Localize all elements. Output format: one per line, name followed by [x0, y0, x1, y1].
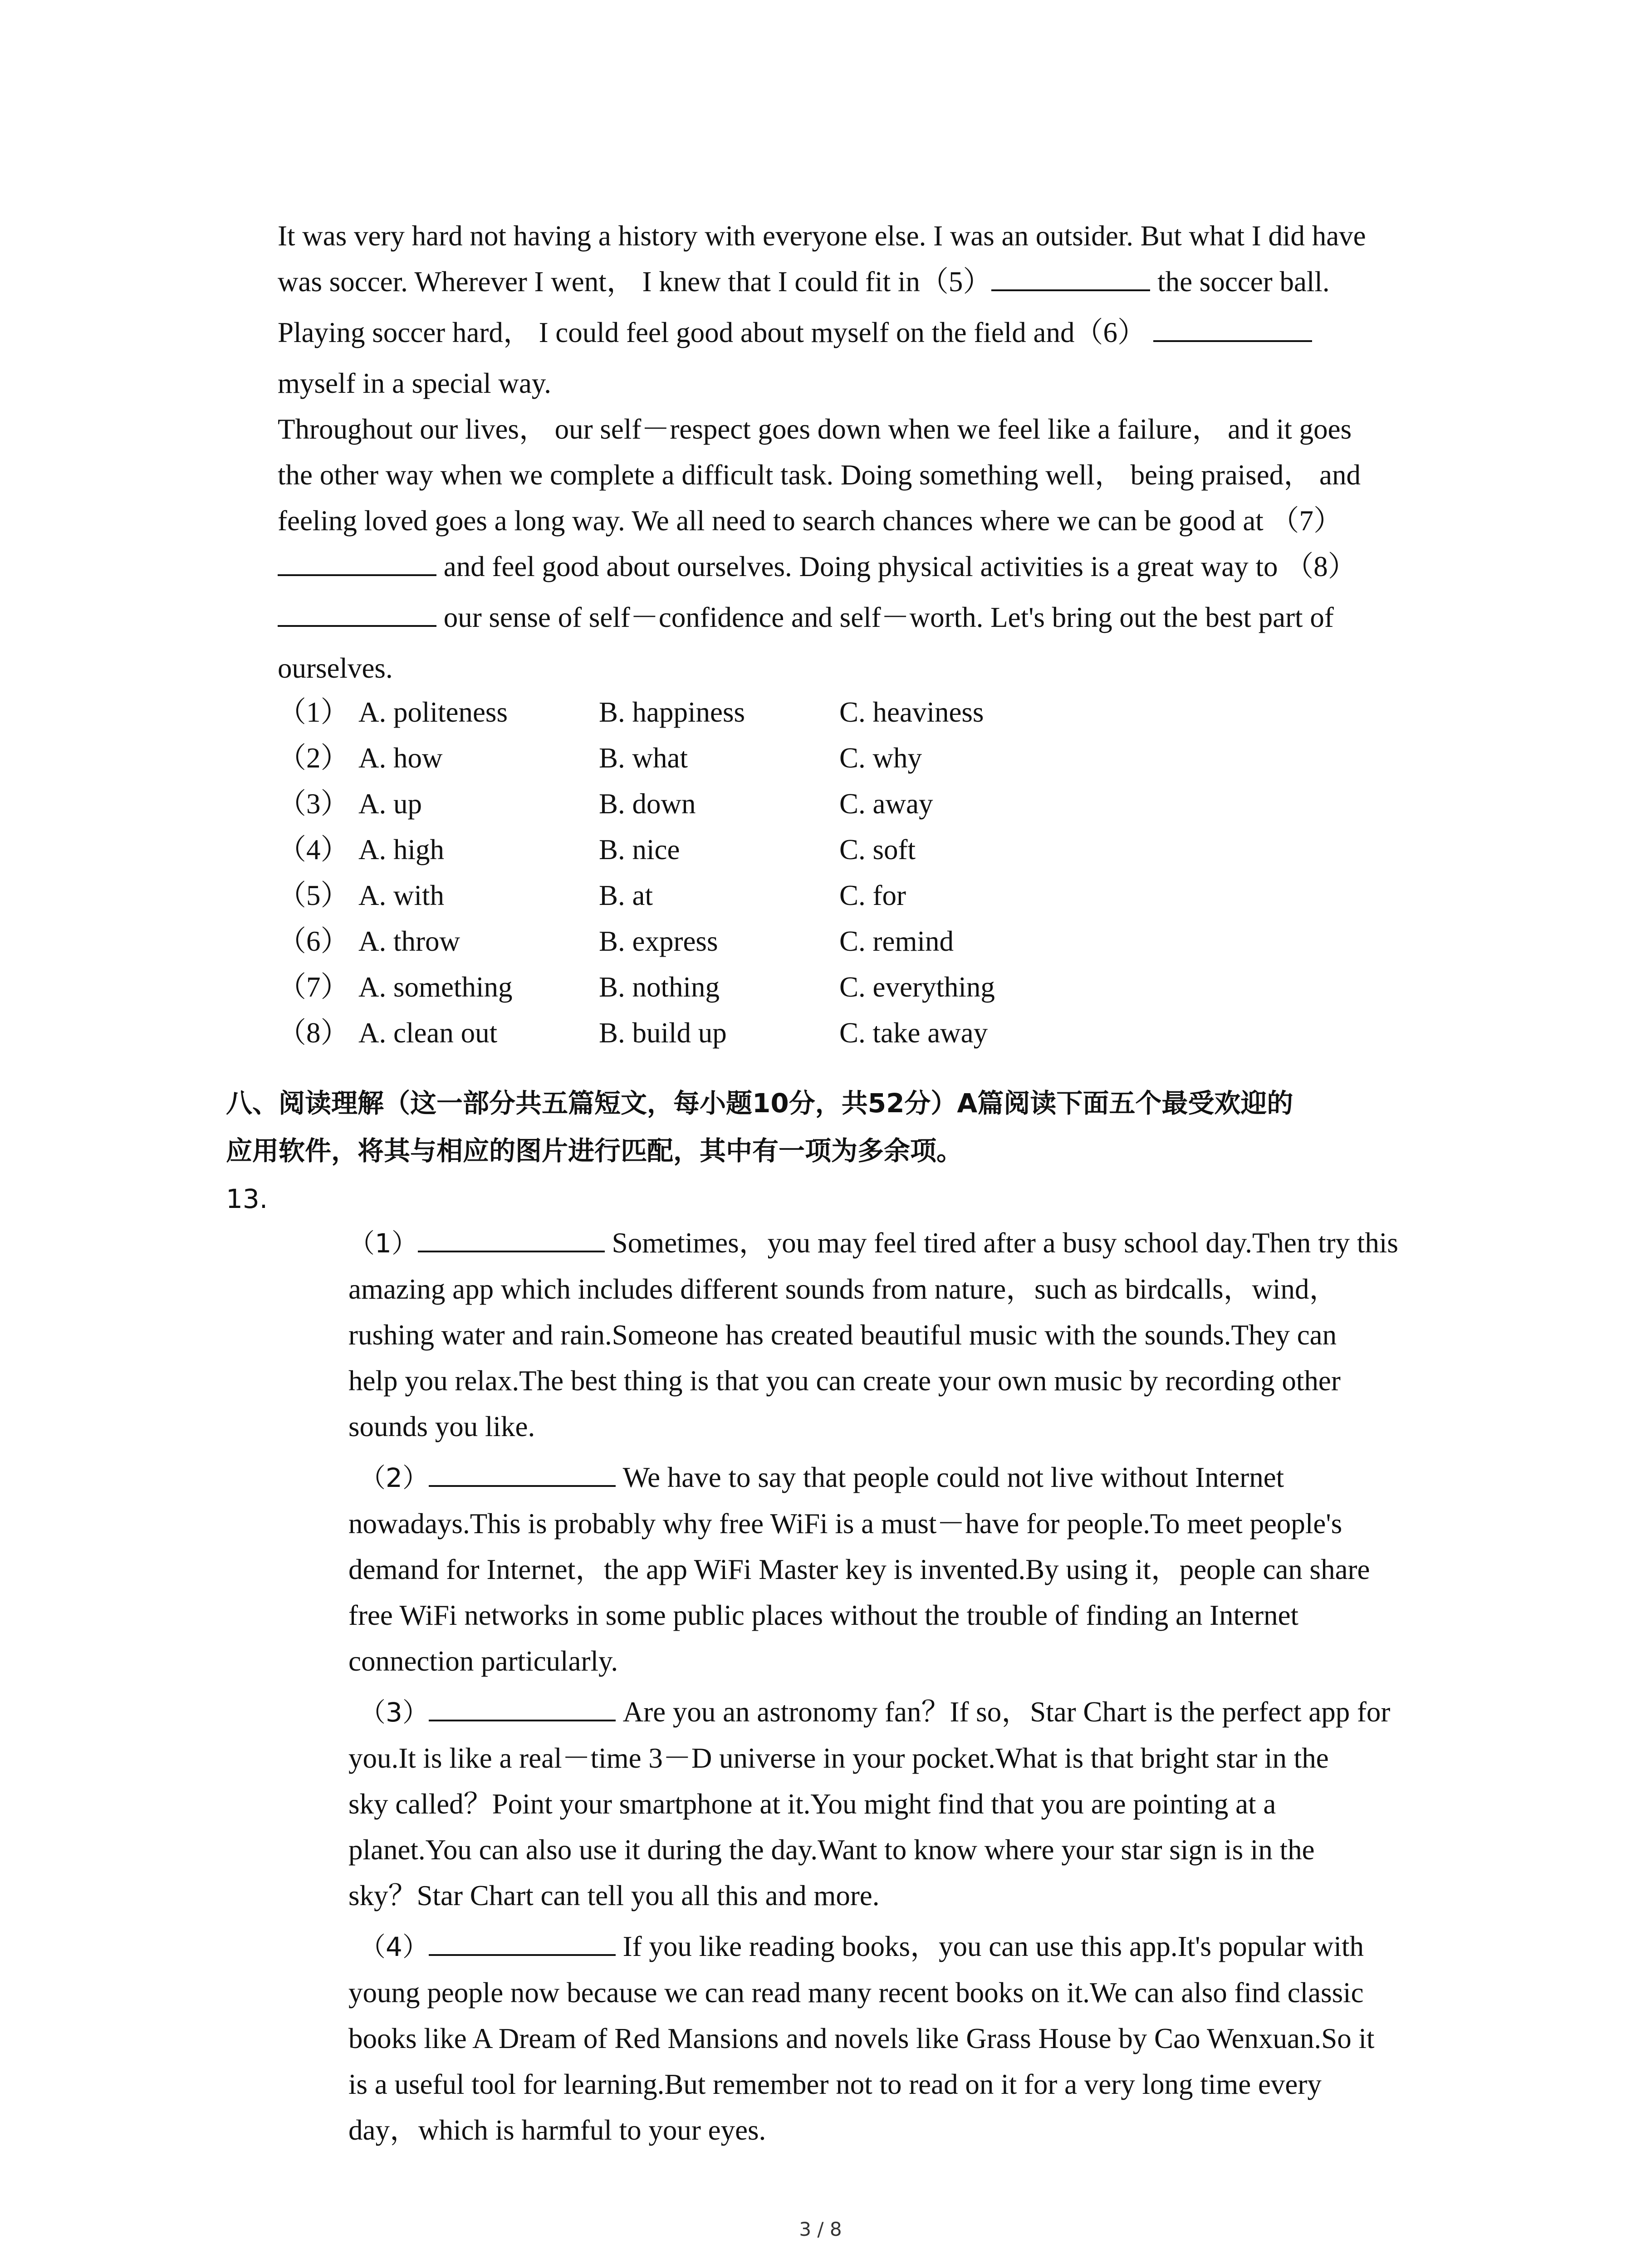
item-text-line: you.It is like a real－time 3－D universe in your pocket.What is that bright star in the: [348, 1742, 1329, 1774]
option-a[interactable]: A. how: [358, 742, 443, 774]
passage-line: Throughout our lives， our self－respect goes down when we feel like a failure， and it goes: [278, 413, 1352, 445]
section-heading-line: 八、阅读理解（这一部分共五篇短文，每小题10分，共52分）A篇阅读下面五个最受欢迎的: [226, 1088, 1293, 1119]
item-text-line: planet.You can also use it during the day.Want to know where your star sign is in the: [348, 1834, 1315, 1866]
match-blank-2[interactable]: [429, 1456, 616, 1487]
item-text-line: rushing water and rain.Someone has created beautiful music with the sounds.They can: [348, 1319, 1337, 1351]
item-text-line: day，which is harmful to your eyes.: [348, 2114, 766, 2146]
answer-blank-8[interactable]: [278, 596, 436, 627]
option-c[interactable]: C. why: [839, 742, 922, 774]
app-item-4: （4） If you like reading books，you can use this app.It's popular with young people now because we can read many recent books on it.We can also find classic books like A Dream of Red Mansions and novels like Grass House by Cao Wenxuan.So it is a useful tool for learning.But remember not to read on it for a very long time every day，which is harmful to your eyes.: [348, 1924, 1460, 2153]
option-b[interactable]: B. at: [599, 880, 653, 911]
passage-line: feeling loved goes a long way. We all need to search chances where we can be good at （7）: [278, 505, 1342, 537]
item-number: （1）: [348, 1228, 418, 1259]
item-text-line: connection particularly.: [348, 1645, 618, 1677]
item-text-line: demand for Internet，the app WiFi Master key is invented.By using it，people can share: [348, 1554, 1370, 1585]
option-b[interactable]: B. nothing: [599, 971, 720, 1003]
option-c[interactable]: C. remind: [839, 925, 954, 957]
option-c[interactable]: C. away: [839, 788, 933, 820]
option-a[interactable]: A. something: [358, 971, 513, 1003]
reading-passage: [278, 213, 1457, 691]
option-a[interactable]: A. throw: [358, 925, 460, 957]
passage-line: It was very hard not having a history with everyone else. I was an outsider. But what I did have: [278, 220, 1366, 252]
item-text-line: sounds you like.: [348, 1411, 535, 1442]
passage-line: myself in a special way.: [278, 367, 551, 399]
passage-line: and feel good about ourselves. Doing physical activities is a great way to （8）: [278, 544, 1457, 595]
section-heading-line: 应用软件，将其与相应的图片进行匹配，其中有一项为多余项。: [226, 1135, 963, 1166]
item-text-line: help you relax.The best thing is that you can create your own music by recording other: [348, 1365, 1341, 1397]
answer-blank-7[interactable]: [278, 545, 436, 576]
passage-line: the other way when we complete a difficult task. Doing something well， being praised， and: [278, 459, 1361, 491]
option-c[interactable]: C. take away: [839, 1017, 988, 1049]
option-c[interactable]: C. heaviness: [839, 696, 984, 728]
option-a[interactable]: A. clean out: [358, 1017, 498, 1049]
item-text-line: is a useful tool for learning.But remember not to read on it for a very long time every: [348, 2068, 1322, 2100]
passage-line: Playing soccer hard， I could feel good about myself on the field and（6）: [278, 310, 1457, 361]
answer-blank-6[interactable]: [1153, 311, 1312, 342]
passage-line: our sense of self－confidence and self－worth. Let's bring out the best part of: [278, 595, 1457, 645]
passage-line: ourselves.: [278, 652, 393, 684]
option-b[interactable]: B. nice: [599, 834, 680, 865]
match-blank-3[interactable]: [429, 1691, 616, 1721]
app-item-3: （3） Are you an astronomy fan？If so，Star Chart is the perfect app for you.It is like a real－time 3－D universe in your pocket.What is that bright star in the sky called？Point your smartphone at it.You might find that you are pointing at a planet.You can also use it during the day.Want to know where your star sign is in the sky？Star Chart can tell you all this and more.: [348, 1689, 1460, 1919]
item-number: （3）: [359, 1697, 429, 1728]
option-c[interactable]: C. everything: [839, 971, 995, 1003]
passage-line: was soccer. Wherever I went， I knew that I could fit in（5） the soccer ball.: [278, 259, 1457, 310]
option-a[interactable]: A. high: [358, 834, 444, 865]
item-text-line: amazing app which includes different sounds from nature，such as birdcalls，wind，: [348, 1273, 1338, 1305]
app-item-2: （2） We have to say that people could not live without Internet nowadays.This is probably why free WiFi is a must－have for people.To meet people's demand for Internet，the app WiFi Master key is invented.By using it，people can share free WiFi networks in some public places without the trouble of finding an Internet connection particularly.: [348, 1455, 1460, 1684]
item-text-line: books like A Dream of Red Mansions and novels like Grass House by Cao Wenxuan.So it: [348, 2023, 1375, 2054]
item-text-line: nowadays.This is probably why free WiFi is a must－have for people.To meet people's: [348, 1508, 1342, 1540]
item-text-line: sky？Star Chart can tell you all this and more.: [348, 1880, 880, 1911]
app-descriptions: [348, 1220, 1460, 2158]
item-number: （2）: [359, 1462, 429, 1493]
option-b[interactable]: B. down: [599, 788, 696, 820]
option-a[interactable]: A. up: [358, 788, 422, 820]
item-number: （4）: [359, 1931, 429, 1962]
section-heading: [226, 1080, 1460, 1175]
option-b[interactable]: B. build up: [599, 1017, 727, 1049]
match-blank-1[interactable]: [418, 1222, 605, 1252]
option-b[interactable]: B. express: [599, 925, 718, 957]
option-b[interactable]: B. happiness: [599, 696, 745, 728]
item-text-line: free WiFi networks in some public places without the trouble of finding an Internet: [348, 1599, 1299, 1631]
page-number: 3 / 8: [799, 2218, 842, 2240]
item-text-line: young people now because we can read many recent books on it.We can also find classic: [348, 1977, 1364, 2009]
match-blank-4[interactable]: [429, 1925, 616, 1956]
document-page: It was very hard not having a history with everyone else. I was an outsider. But what I did have was soccer. Wherever I went， I knew that I could fit in（5） the soccer ball. Playing soccer hard， I could feel good about myself on the field and（6） myself in a special way. Throughout our lives， our self－respect goes down when we feel like a failure， and it goes the other way when we complete a difficult task. Doing something well， being praised， and feeling loved goes a long way. We all need to search chances where we can be good at （7） and feel good about ourselves. Doing physical activities is a great way to （8） our sense of self－confidence and self－worth. Let's bring out the best part of ourselves. （1） A. politeness B. happiness C. heaviness （2） A. how B. what C. why （3） A. up B. down C. away （4） A. high B. nice C. soft （5） A. with B. at C. for （6） A. throw B. express C. remind （7） A. something B. nothing C. everything （8） A. clean out B. build up C. take away 八、阅读理解（这一部分共五篇短文，每小题10分，共52分）A篇阅读下面五个最受欢迎的 应用软件，将其与相应的图片进行匹配，其中有一项为多余项。 13. （1） Sometimes，you may feel tired after a busy school day.Then try this amazing app which includes different sounds from nature，such as birdcalls，wind， rushing water and rain.Someone has created beautiful music with the sounds.They can help you relax.The best thing is that you can create your own music by recording other sounds you like. （2） We have to say that people could not live without Internet nowadays.This is probably why free WiFi is a must－have for people.To meet people's demand for Internet，the app WiFi Master key is invented.By using it，people can share free WiFi networks in some public places without the trouble of finding an Internet connection particularly. （3） Are you an astronomy fan？If so，Star Chart is the perfect app for you.It is like a real－time 3－D universe in your pocket.What is that bright star in the sky called？Point your smartphone at it.You might find that you are pointing at a planet.You can also use it during the day.Want to know where your star sign is in the sky？Star Chart can tell you all this and more. （4） If you like reading books，you can use this app.It's popular with young people now because we can read many recent books on it.We can also find classic books like A Dream of Red Mansions and novels like Grass House by Cao Wenxuan.So it is a useful tool for learning.But remember not to read on it for a very long time every day，which is harmful to your eyes. 3 / 8: [0, 0, 1641, 2268]
option-b[interactable]: B. what: [599, 742, 688, 774]
answer-blank-5[interactable]: [991, 260, 1150, 291]
app-item-1: （1） Sometimes，you may feel tired after a busy school day.Then try this amazing app which includes different sounds from nature，such as birdcalls，wind， rushing water and rain.Someone has created beautiful music with the sounds.They can help you relax.The best thing is that you can create your own music by recording other sounds you like.: [348, 1220, 1460, 1450]
option-a[interactable]: A. politeness: [358, 696, 508, 728]
option-c[interactable]: C. for: [839, 880, 906, 911]
question-number: 13.: [226, 1183, 268, 1214]
option-c[interactable]: C. soft: [839, 834, 916, 865]
option-a[interactable]: A. with: [358, 880, 444, 911]
item-text-line: sky called？Point your smartphone at it.You might find that you are pointing at a: [348, 1788, 1276, 1820]
